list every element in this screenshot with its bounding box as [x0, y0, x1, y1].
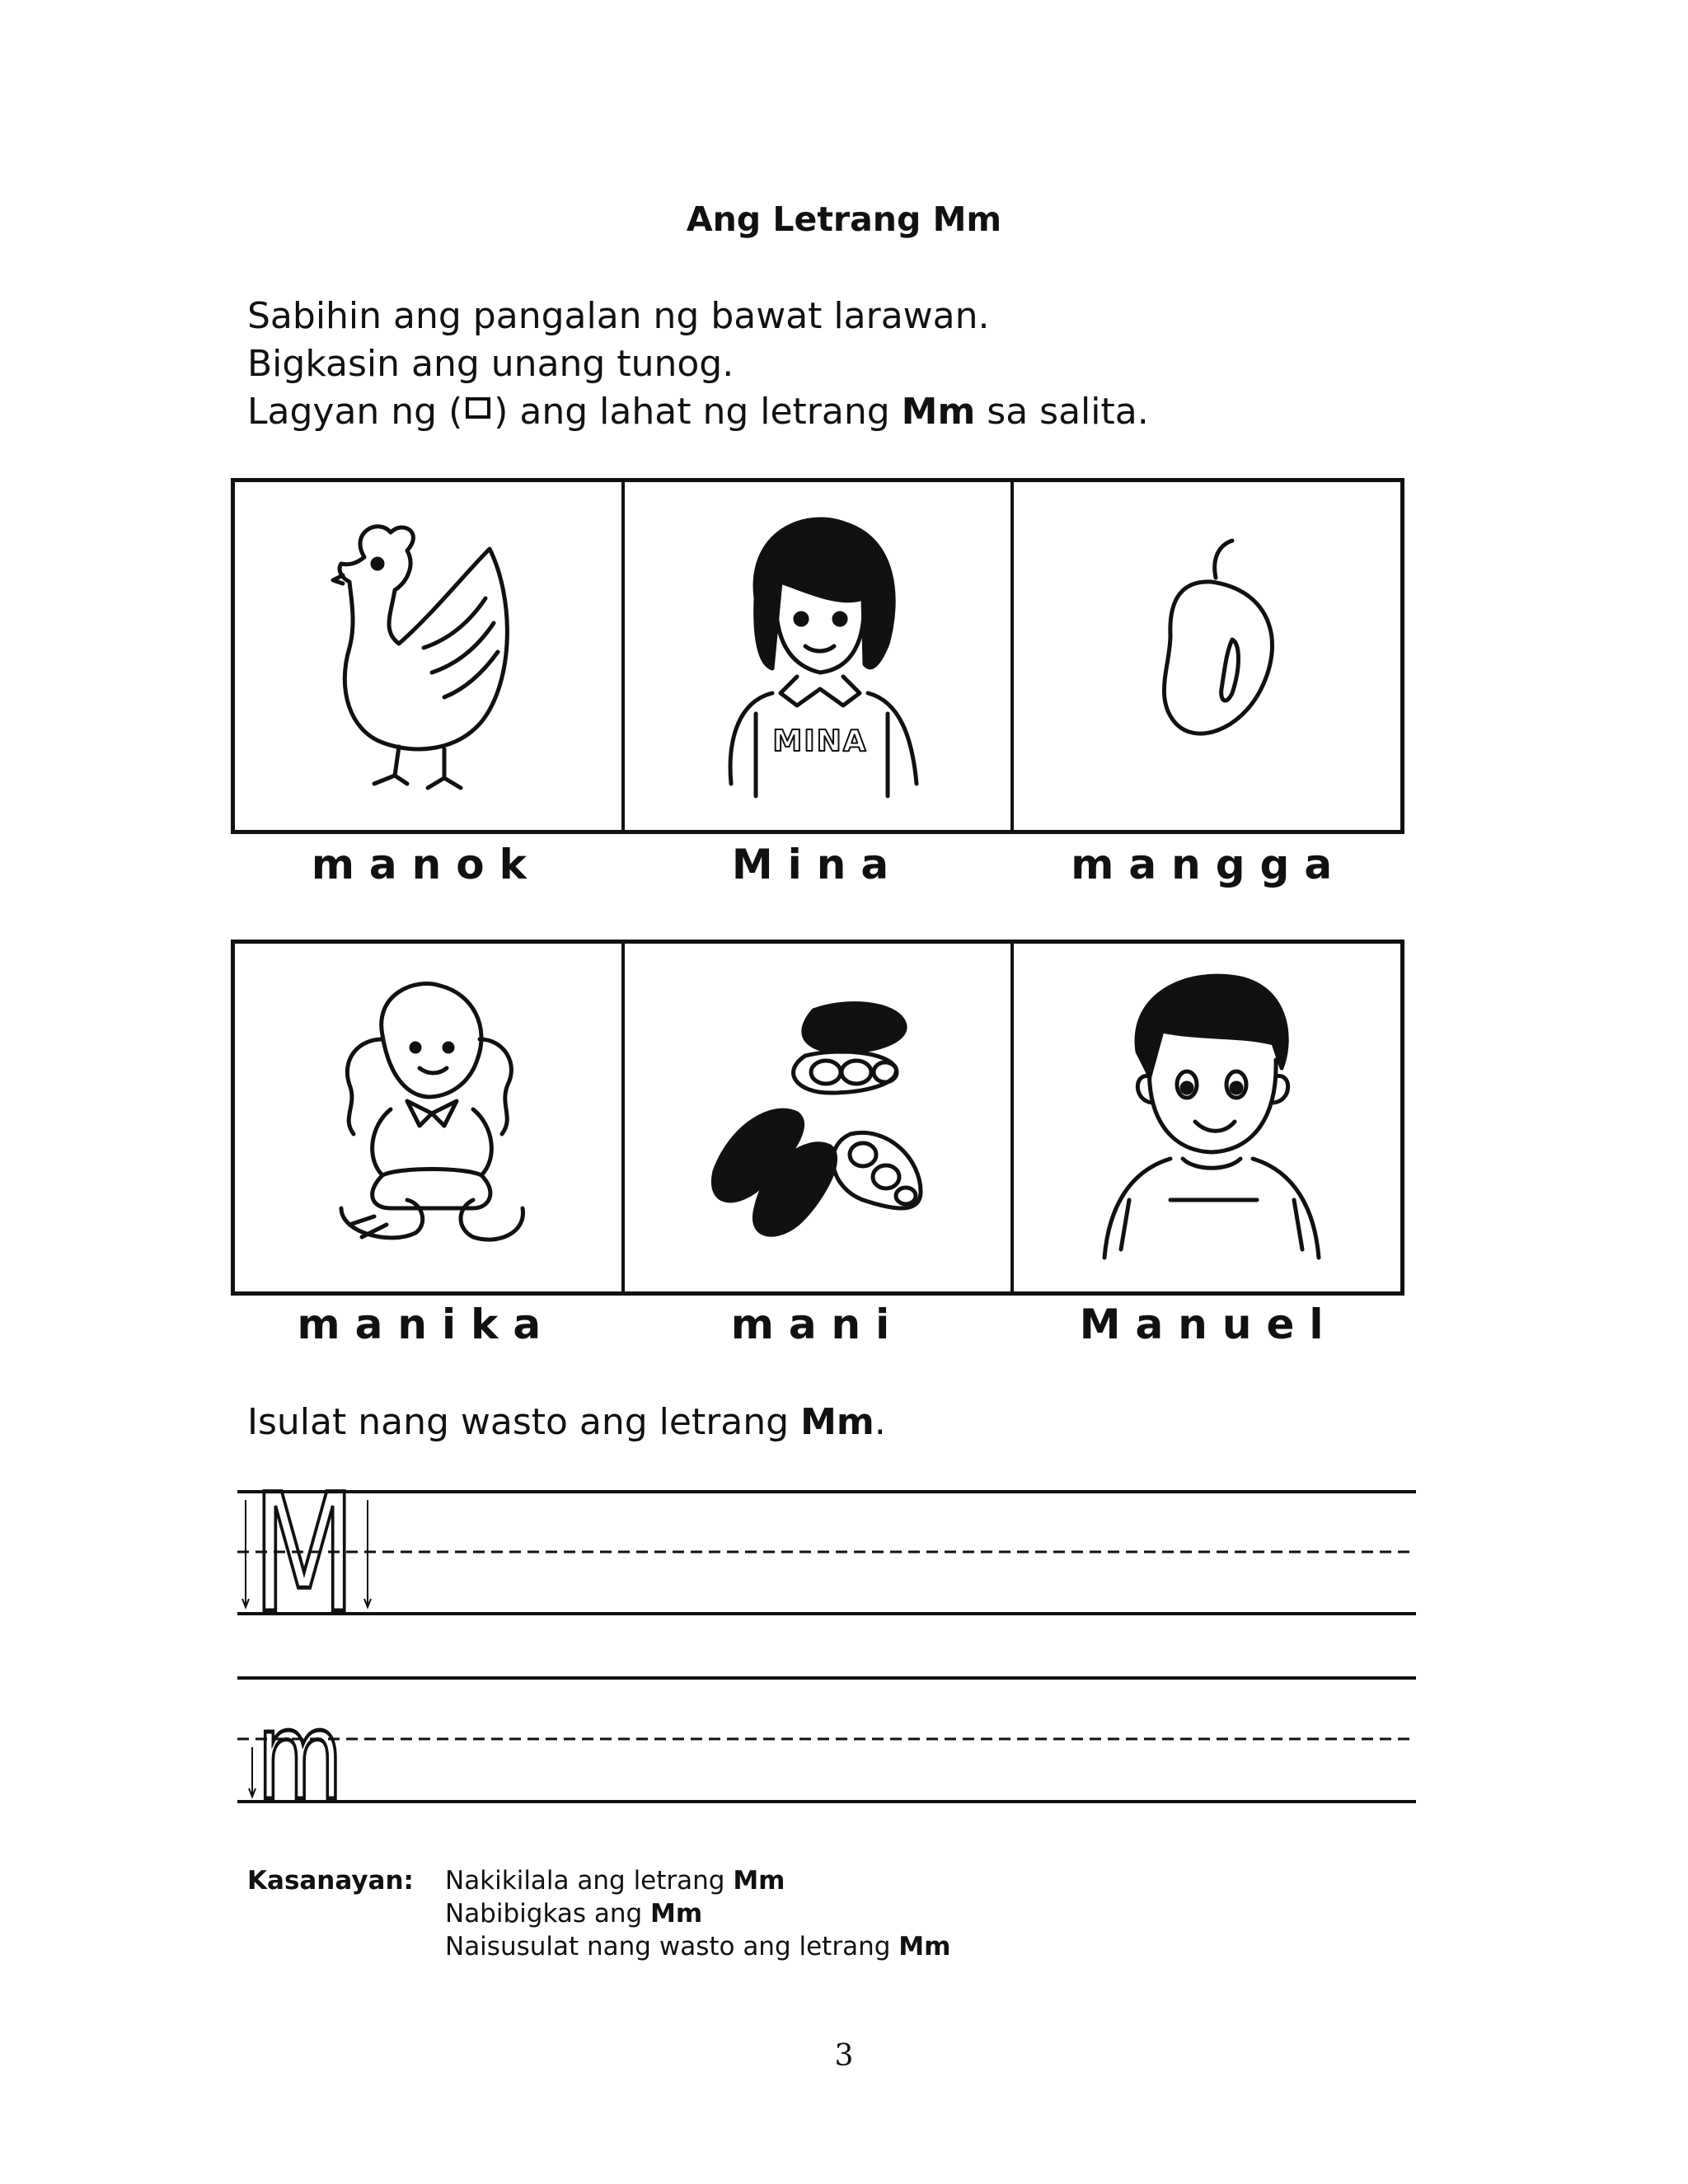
skill-item	[445, 1930, 1187, 1963]
word-row-2	[231, 1301, 1404, 1348]
lowercase-m-letter: m	[257, 1685, 343, 1827]
skill-item-text: Nakikilala ang letrang	[445, 1866, 734, 1896]
boy-icon	[1071, 961, 1343, 1274]
lowercase-m-model	[249, 1685, 343, 1827]
word-mani: mani	[730, 1301, 905, 1348]
writing-instruction-end: .	[874, 1401, 886, 1443]
picture-cell-manika	[235, 944, 625, 1291]
skills-label: Kasanayan:	[247, 1866, 414, 1896]
word-manuel: Manuel	[1079, 1301, 1339, 1348]
doll-icon	[292, 961, 564, 1274]
girl-icon	[682, 499, 954, 813]
page-number: 3	[834, 2039, 854, 2073]
picture-grid-row-1	[231, 478, 1404, 834]
skill-item-bold: Mm	[733, 1866, 785, 1896]
instruction-3-middle: ) ang lahat ng letrang	[494, 391, 902, 433]
uppercase-m-model	[242, 1483, 371, 1649]
instruction-1: Sabihin ang pangalan ng bawat larawan.	[247, 295, 990, 337]
checkbox-square-icon	[466, 397, 490, 419]
skills-list	[445, 1864, 1187, 1963]
writing-instruction	[247, 1401, 886, 1443]
picture-cell-mangga	[1014, 482, 1400, 830]
picture-cell-manok	[235, 482, 625, 830]
skill-item-bold: Mm	[898, 1932, 951, 1961]
instruction-3	[247, 388, 1149, 436]
skill-item	[445, 1864, 1187, 1897]
page-title: Ang Letrang Mm	[686, 199, 1002, 239]
word-row-1	[231, 841, 1404, 888]
skill-item	[445, 1897, 1187, 1930]
instruction-3-start: Lagyan ng (	[247, 391, 463, 433]
instruction-2: Bigkasin ang unang tunog.	[247, 343, 734, 385]
picture-cell-manuel	[1014, 944, 1400, 1291]
peanuts-icon	[682, 961, 954, 1274]
girl-shirt-text: MINA	[772, 724, 868, 758]
skill-item-text: Naisusulat nang wasto ang letrang	[445, 1932, 899, 1961]
word-manok: manok	[311, 841, 542, 888]
word-mina: Mina	[731, 841, 904, 888]
skill-item-text: Nabibigkas ang	[445, 1899, 651, 1929]
picture-grid-row-2	[231, 940, 1404, 1296]
mango-icon	[1071, 499, 1343, 813]
instruction-3-bold: Mm	[901, 391, 976, 433]
writing-instruction-bold: Mm	[800, 1401, 874, 1443]
word-manika: manika	[297, 1301, 556, 1348]
handwriting-practice-lines	[237, 1483, 1416, 1830]
instruction-3-end: sa salita.	[975, 391, 1149, 433]
picture-cell-mina	[625, 482, 1015, 830]
chicken-icon	[292, 499, 564, 813]
picture-cell-mani	[625, 944, 1015, 1291]
writing-instruction-text: Isulat nang wasto ang letrang	[247, 1401, 801, 1443]
skill-item-bold: Mm	[650, 1899, 703, 1929]
word-mangga: mangga	[1071, 841, 1348, 888]
uppercase-m-letter: M	[252, 1483, 356, 1649]
